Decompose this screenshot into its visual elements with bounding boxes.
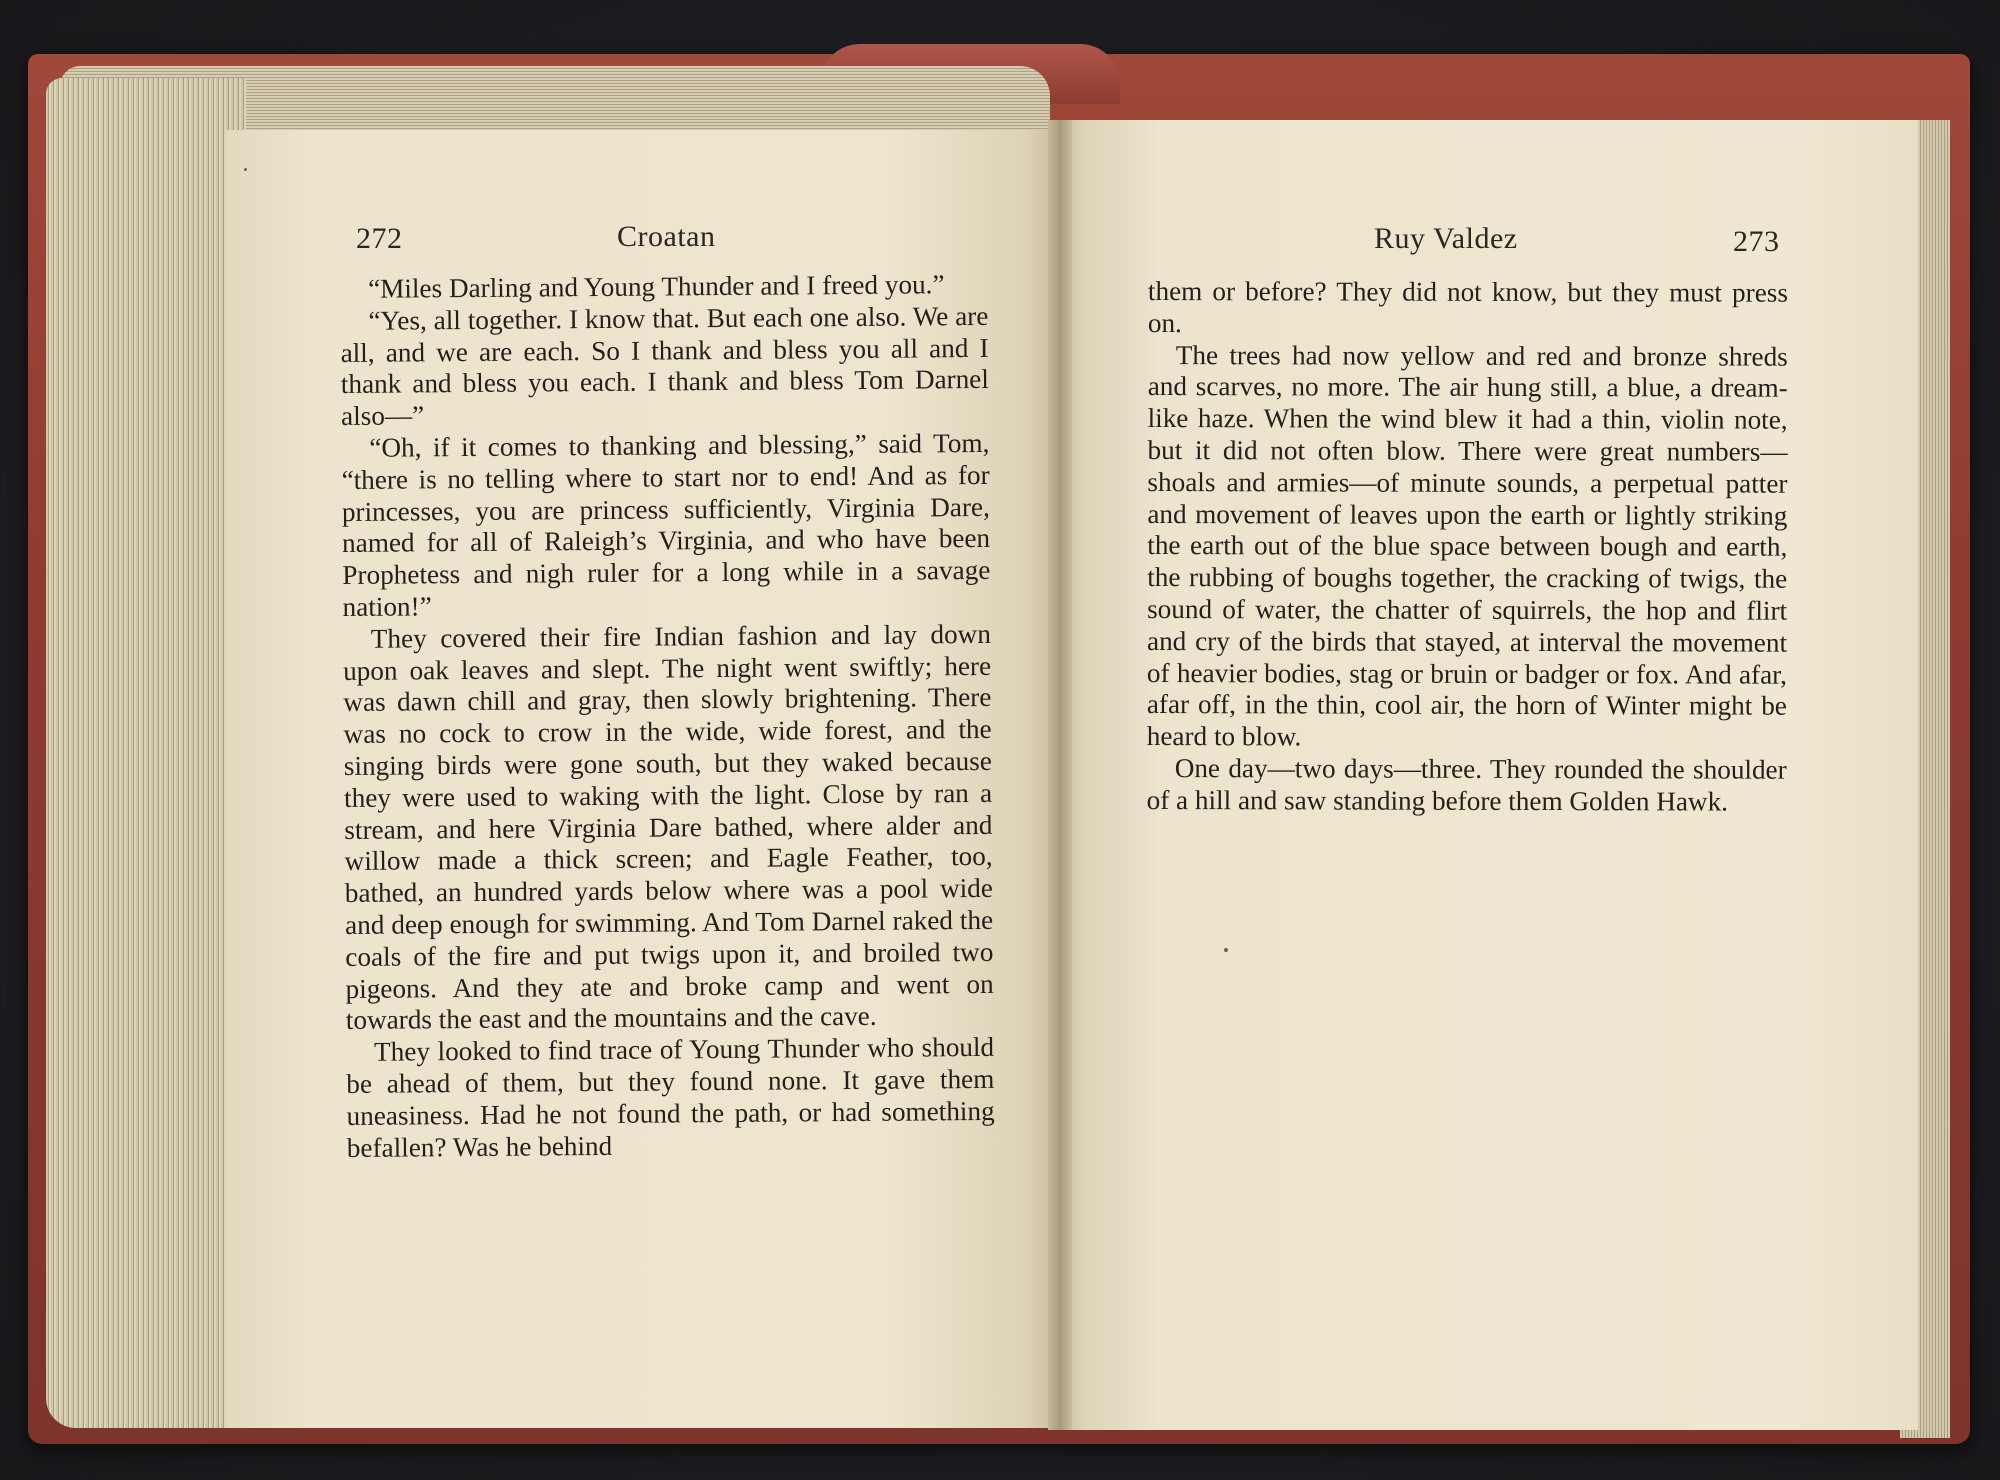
paragraph: They covered their fire Indian fashion and lay down upon oak leaves and slept. The night went swiftly; here was dawn chill and gray, then slowly brightening. There was no cock to crow in the wide, wide forest, and the singing birds were gone south, but they waked because they were used to waking with the light. Close by ran a stream, and here Virginia Dare bathed, where alder and willow made a thick screen; and Eagle Feather, too, bathed, an hundred yards below where was a pool wide and deep enough for swimming. And Tom Darnel raked the coals of the fire and put twigs upon it, and broiled two pigeons. And they ate and broke camp and went on towards the east and the mountains and the cave. xyxy=(342,618,994,1036)
paper-speck xyxy=(244,168,247,171)
paragraph: “Oh, if it comes to thanking and blessing,” said Tom, “there is no telling where to start nor to end! And as for princesses, you are princess sufficiently, Virginia Dare, named for all of Raleigh’s Virginia, and who have been Prophetess and nigh ruler for a long while in a savage nation!” xyxy=(341,427,991,622)
left-running-head: Croatan xyxy=(617,220,716,253)
left-page-text xyxy=(340,269,995,1164)
paragraph: One day—two days—three. They rounded the shoulder of a hill and saw standing before them Golden Hawk. xyxy=(1146,753,1787,817)
paragraph: “Miles Darling and Young Thunder and I freed you.” xyxy=(367,269,945,304)
page-edges-left xyxy=(46,78,246,1428)
paragraph: The trees had now yellow and red and bronze shreds and scarves, no more. The air hung still, a blue, a dream-like haze. When the wind blew it had a thin, violin note, but it did not often blow. There were great numbers—shoals and armies—of minute sounds, a perpetual patter and movement of leaves upon the earth or lightly striking the earth out of the blue space between bough and earth, the rubbing of boughs together, the cracking of twigs, the sound of water, the chatter of squirrels, the hop and flirt and cry of the birds that stayed, at interval the movement of heavier bodies, stag or bruin or badger or fox. And afar, afar off, in the thin, cool air, the horn of Winter might be heard to blow. xyxy=(1146,339,1788,752)
paper-speck xyxy=(1224,948,1228,952)
paragraph: “Yes, all together. I know that. But each one also. We are all, and we are each. So I thank and bless you all and I thank and bless you each. I thank and bless Tom Darnel also—” xyxy=(340,300,989,432)
left-folio: 272 xyxy=(356,222,403,255)
paragraph-continuation: them or before? They did not know, but they must press on. xyxy=(1147,276,1788,338)
right-folio: 273 xyxy=(1733,225,1780,258)
right-running-head: Ruy Valdez xyxy=(1374,222,1518,255)
paragraph: They looked to find trace of Young Thunder who should be ahead of them, but they found none. It gave them uneasiness. Had he not found the path, or had something befallen? Was he behind xyxy=(346,1032,995,1163)
right-page-text xyxy=(1147,276,1788,818)
book-gutter xyxy=(1048,120,1072,1430)
